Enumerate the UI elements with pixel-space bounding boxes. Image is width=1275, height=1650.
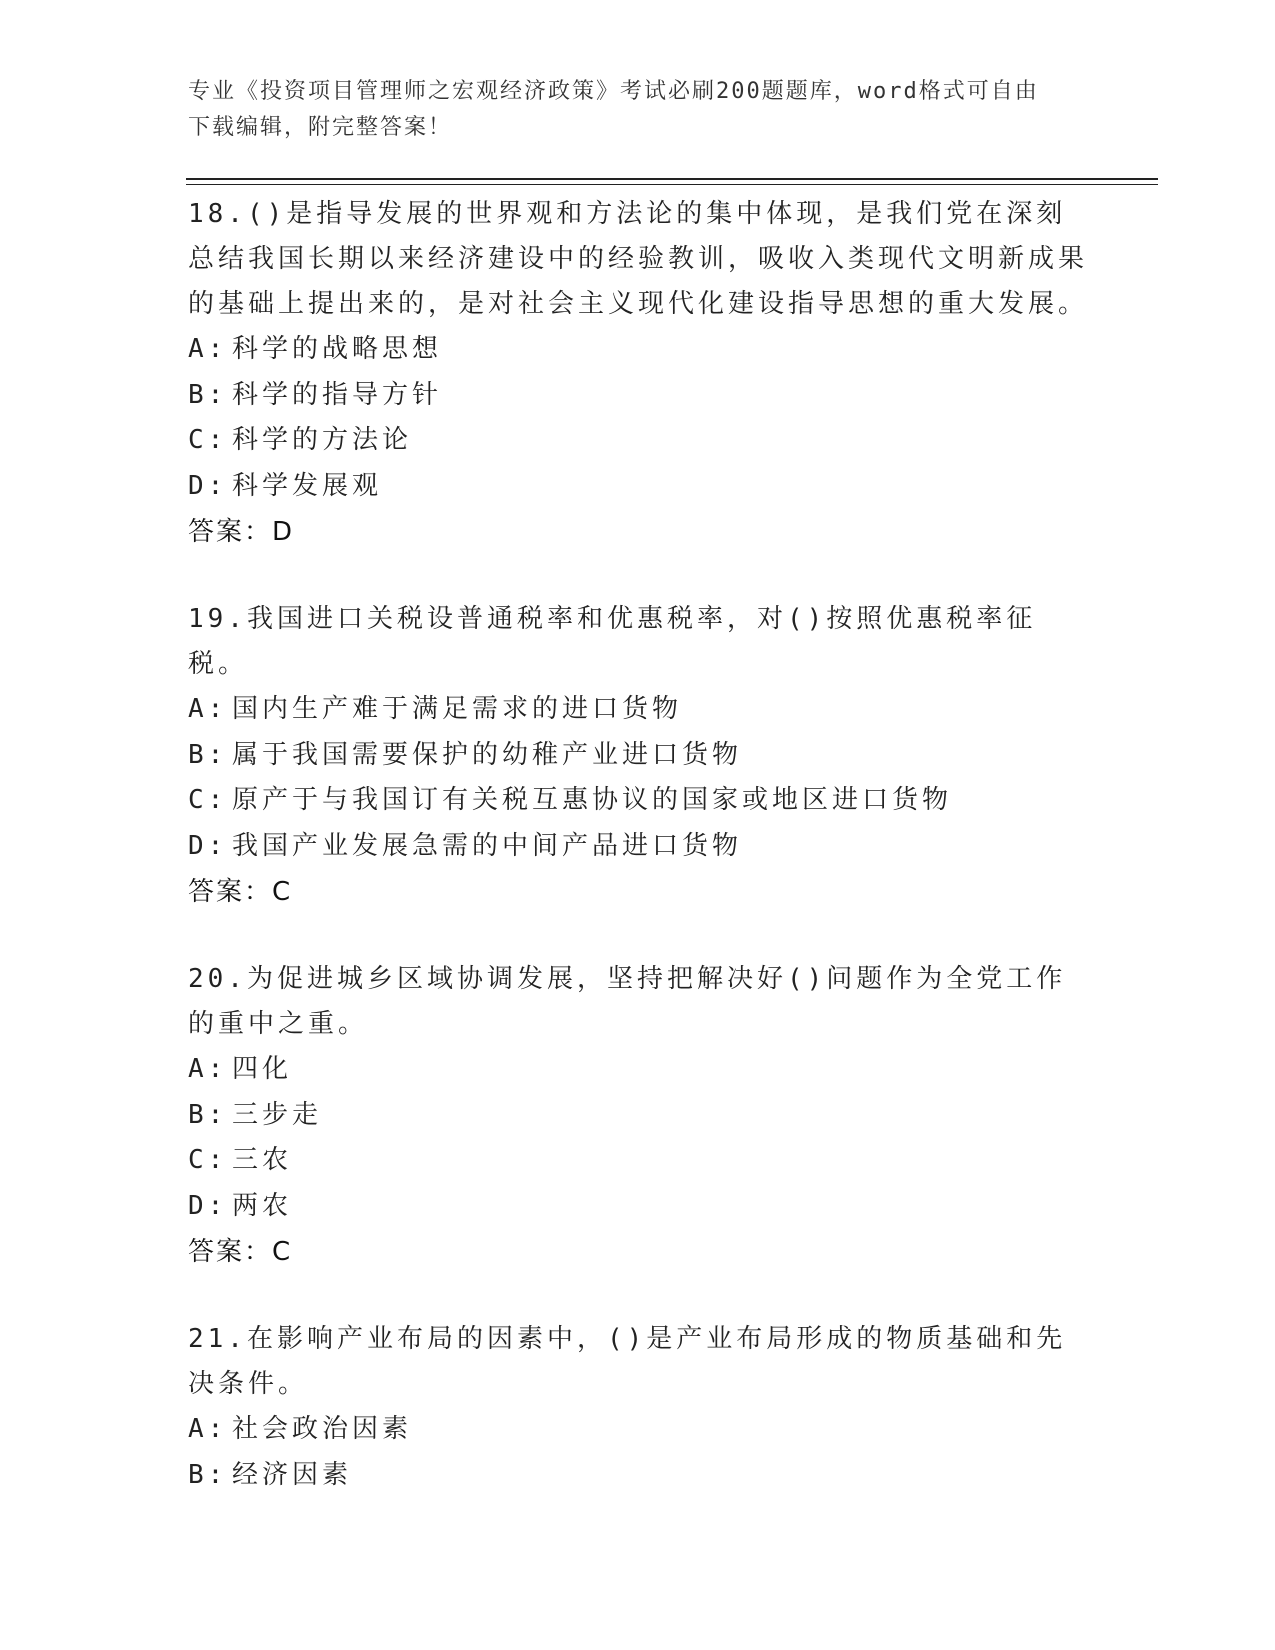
header-divider-thick <box>186 178 1158 180</box>
option-d <box>188 824 1088 870</box>
option-text: 经济因素 <box>232 1459 353 1490</box>
option-letter: B: <box>188 379 228 410</box>
question-18 <box>188 190 1088 555</box>
header-line-1: 专业《投资项目管理师之宏观经济政策》考试必刷200题题库，word格式可自由 <box>188 79 1039 104</box>
option-a <box>188 327 1088 373</box>
answer-label: 答案：D <box>188 517 295 547</box>
option-a <box>188 1047 1088 1093</box>
option-text: 科学的方法论 <box>232 425 413 455</box>
option-text: 四化 <box>232 1054 293 1084</box>
option-a <box>188 1407 1088 1453</box>
document-header <box>188 74 1088 146</box>
option-b <box>188 373 1088 419</box>
option-text: 两农 <box>232 1190 293 1221</box>
option-letter: A: <box>188 694 228 724</box>
question-text: 21.在影响产业布局的因素中，()是产业布局形成的物质基础和先决条件。 <box>188 1324 1067 1399</box>
option-letter: A: <box>188 1414 228 1444</box>
option-letter: B: <box>188 1099 228 1130</box>
option-letter: A: <box>188 1054 228 1084</box>
option-b <box>188 1093 1088 1139</box>
header-line-2: 下载编辑，附完整答案！ <box>188 115 453 140</box>
question-20 <box>188 955 1088 1275</box>
question-text: 19.我国进口关税设普通税率和优惠税率，对()按照优惠税率征税。 <box>188 604 1037 679</box>
option-text: 科学的指导方针 <box>232 379 443 410</box>
option-text: 我国产业发展急需的中间产品进口货物 <box>232 830 743 861</box>
option-text: 原产于与我国订有关税互惠协议的国家或地区进口货物 <box>232 785 953 815</box>
option-text: 国内生产难于满足需求的进口货物 <box>232 694 683 724</box>
option-text: 属于我国需要保护的幼稚产业进口货物 <box>232 739 743 770</box>
option-a <box>188 687 1088 733</box>
option-b <box>188 733 1088 779</box>
option-c <box>188 778 1088 824</box>
option-d <box>188 1184 1088 1230</box>
option-text: 科学发展观 <box>232 470 383 501</box>
option-c <box>188 1138 1088 1184</box>
option-text: 科学的战略思想 <box>232 334 443 364</box>
option-letter: C: <box>188 425 228 455</box>
option-letter: A: <box>188 334 228 364</box>
option-letter: D: <box>188 470 228 501</box>
option-letter: D: <box>188 1190 228 1221</box>
option-text: 三步走 <box>232 1099 323 1130</box>
option-text: 社会政治因素 <box>232 1414 413 1444</box>
question-text: 20.为促进城乡区域协调发展，坚持把解决好()问题作为全党工作的重中之重。 <box>188 964 1067 1039</box>
option-letter: B: <box>188 1459 228 1490</box>
option-letter: D: <box>188 830 228 861</box>
answer-label: 答案：C <box>188 1237 293 1267</box>
option-d <box>188 464 1088 510</box>
option-text: 三农 <box>232 1145 293 1175</box>
answer-label: 答案：C <box>188 877 293 907</box>
question-19 <box>188 595 1088 915</box>
option-letter: C: <box>188 785 228 815</box>
option-letter: B: <box>188 739 228 770</box>
question-text: 18.()是指导发展的世界观和方法论的集中体现，是我们党在深刻总结我国长期以来经济建设中的经验教训，吸收入类现代文明新成果的基础上提出来的，是对社会主义现代化建设指导思想的重大发展。 <box>188 199 1089 319</box>
option-b <box>188 1453 1088 1499</box>
question-21 <box>188 1315 1088 1498</box>
header-divider-thin <box>186 184 1158 185</box>
option-letter: C: <box>188 1145 228 1175</box>
option-c <box>188 418 1088 464</box>
question-list <box>188 190 1088 1538</box>
